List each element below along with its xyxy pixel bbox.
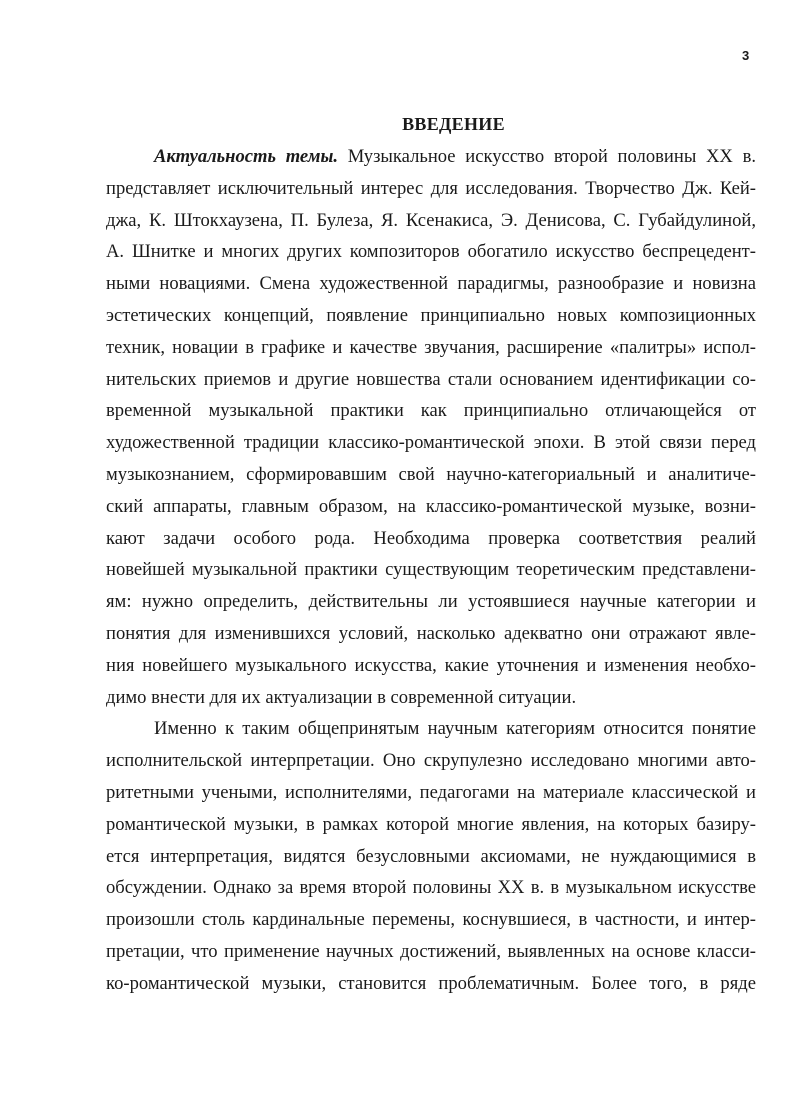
text-line: техник, новации в графике и качестве звучания, расширение «палитры» испол- xyxy=(106,336,756,358)
text-line: новейшей музыкальной практики существующим теоретическим представлени- xyxy=(106,559,756,581)
text-line: понятия для изменившихся условий, насколько адекватно они отражают явле- xyxy=(106,622,756,644)
text-span: Музыкальное искусство второй половины XX в. xyxy=(338,146,756,167)
text-line: романтической музыки, в рамках которой многие явления, на которых базиру- xyxy=(106,813,756,835)
text-line: ными новациями. Смена художественной парадигмы, разнообразие и новизна xyxy=(106,273,756,295)
section-heading: ВВЕДЕНИЕ xyxy=(402,114,505,134)
text-line: ко-романтической музыки, становится проблематичным. Более того, в ряде xyxy=(106,972,756,994)
text-line: временной музыкальной практики как принципиально отличающейся от xyxy=(106,400,756,422)
text-line: представляет исключительный интерес для исследования. Творчество Дж. Кей- xyxy=(106,177,756,199)
text-line: кают задачи особого рода. Необходима проверка соответствия реалий xyxy=(106,527,756,549)
text-line: исполнительской интерпретации. Оно скрупулезно исследовано многими авто- xyxy=(106,750,756,772)
text-line: димо внести для их актуализации в современной ситуации. xyxy=(106,686,577,708)
text-line: джа, К. Штокхаузена, П. Булеза, Я. Ксенакиса, Э. Денисова, С. Губайдулиной, xyxy=(106,209,756,231)
text-line: эстетических концепций, появление принципиально новых композиционных xyxy=(106,304,756,326)
text-line: художественной традиции классико-романтической эпохи. В этой связи перед xyxy=(106,432,756,454)
text-line: ский аппараты, главным образом, на классико-романтической музыке, возни- xyxy=(106,495,756,517)
text-line xyxy=(106,141,756,173)
text-line: ния новейшего музыкального искусства, какие уточнения и изменения необхо- xyxy=(106,654,756,676)
text-line: претации, что применение научных достижений, выявленных на основе класси- xyxy=(106,940,756,962)
text-line: нительских приемов и другие новшества стали основанием идентификации со- xyxy=(106,368,756,390)
document-body xyxy=(106,141,756,1000)
text-line: обсуждении. Однако за время второй половины XX в. в музыкальном искусстве xyxy=(106,877,756,899)
lead-phrase: Актуальность темы. xyxy=(154,146,338,167)
page-number: 3 xyxy=(742,48,750,63)
text-line: ритетными учеными, исполнителями, педагогами на материале классической и xyxy=(106,781,756,803)
text-line: музыкознанием, сформировавшим свой научно-категориальный и аналитиче- xyxy=(106,463,756,485)
text-line: ям: нужно определить, действительны ли устоявшиеся научные категории и xyxy=(106,591,756,613)
text-line: А. Шнитке и многих других композиторов обогатило искусство беспрецедент- xyxy=(106,241,756,263)
text-line: ется интерпретация, видятся безусловными аксиомами, не нуждающимися в xyxy=(106,845,756,867)
text-line: произошли столь кардинальные перемены, коснувшиеся, в частности, и интер- xyxy=(106,909,756,931)
text-line: Именно к таким общепринятым научным категориям относится понятие xyxy=(154,718,756,740)
